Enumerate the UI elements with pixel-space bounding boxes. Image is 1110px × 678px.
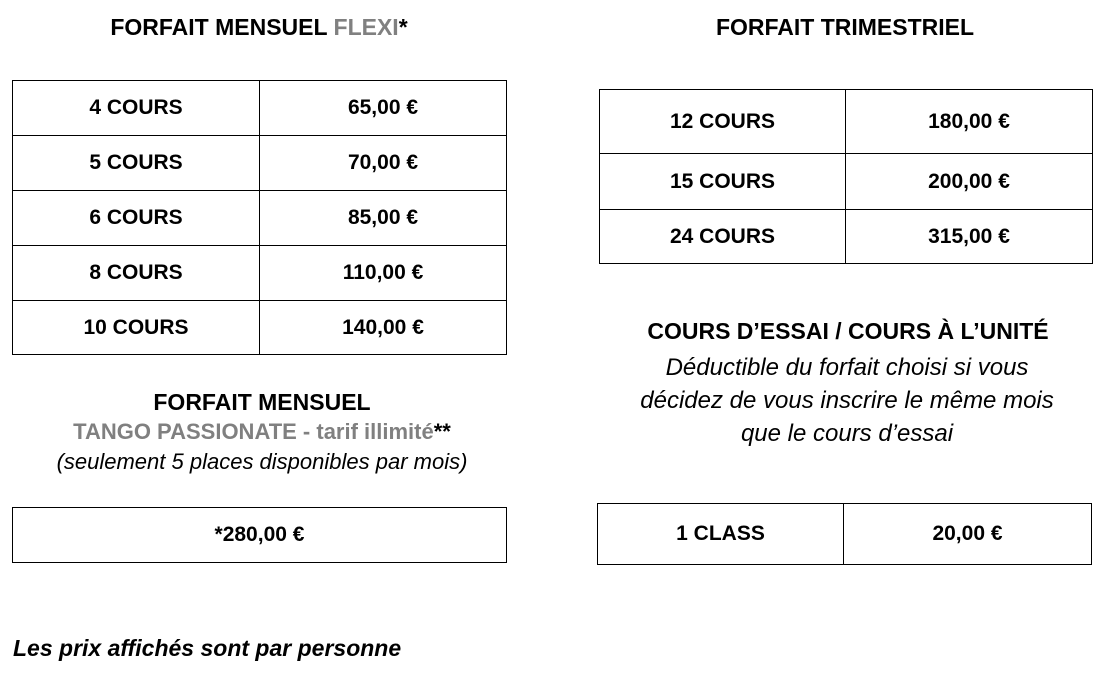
row-price: 65,00 €	[260, 81, 507, 136]
flexi-title-main: FORFAIT MENSUEL	[110, 14, 334, 40]
table-row	[600, 210, 1093, 264]
row-price: 70,00 €	[260, 136, 507, 191]
passionate-title: FORFAIT MENSUEL	[153, 389, 371, 415]
row-label: 5 COURS	[13, 136, 260, 191]
row-price: 200,00 €	[846, 154, 1093, 210]
row-label: 8 COURS	[13, 246, 260, 301]
row-price: 315,00 €	[846, 210, 1093, 264]
table-row	[13, 191, 507, 246]
essai-description-line: décidez de vous inscrire le même mois	[640, 387, 1054, 414]
table-row	[600, 90, 1093, 154]
row-price: 20,00 €	[844, 504, 1092, 565]
essai-title: COURS D’ESSAI / COURS À L’UNITÉ	[647, 318, 1049, 344]
row-price: *280,00 €	[13, 508, 507, 563]
flexi-title	[12, 14, 506, 41]
passionate-subtitle-accent: TANGO PASSIONATE - tarif illimité	[73, 419, 434, 444]
row-price: 85,00 €	[260, 191, 507, 246]
row-label: 10 COURS	[13, 301, 260, 355]
footer-note: Les prix affichés sont par personne	[13, 635, 402, 661]
passionate-subtitle	[12, 419, 512, 445]
flexi-price-table	[12, 80, 507, 355]
trimestriel-price-table	[599, 89, 1093, 264]
row-price: 110,00 €	[260, 246, 507, 301]
table-row	[13, 301, 507, 355]
table-row	[600, 154, 1093, 210]
row-label: 4 COURS	[13, 81, 260, 136]
row-label: 15 COURS	[600, 154, 846, 210]
row-label: 6 COURS	[13, 191, 260, 246]
essai-description-line: Déductible du forfait choisi si vous	[665, 354, 1029, 381]
trimestriel-title: FORFAIT TRIMESTRIEL	[715, 14, 975, 40]
row-label: 12 COURS	[600, 90, 846, 154]
row-price: 140,00 €	[260, 301, 507, 355]
passionate-note: (seulement 5 places disponibles par mois)	[56, 449, 468, 474]
row-label: 24 COURS	[600, 210, 846, 264]
flexi-title-suffix: *	[398, 14, 408, 40]
table-row	[13, 136, 507, 191]
table-row	[13, 508, 507, 563]
table-row	[598, 504, 1092, 565]
essai-price-table	[597, 503, 1092, 565]
row-label: 1 CLASS	[598, 504, 844, 565]
row-price: 180,00 €	[846, 90, 1093, 154]
table-row	[13, 246, 507, 301]
flexi-title-accent: FLEXI	[333, 14, 399, 40]
essai-description-line: que le cours d’essai	[740, 420, 954, 447]
passionate-subtitle-suffix: **	[433, 419, 451, 444]
passionate-price-table	[12, 507, 507, 563]
essai-description	[590, 351, 1104, 450]
table-row	[13, 81, 507, 136]
